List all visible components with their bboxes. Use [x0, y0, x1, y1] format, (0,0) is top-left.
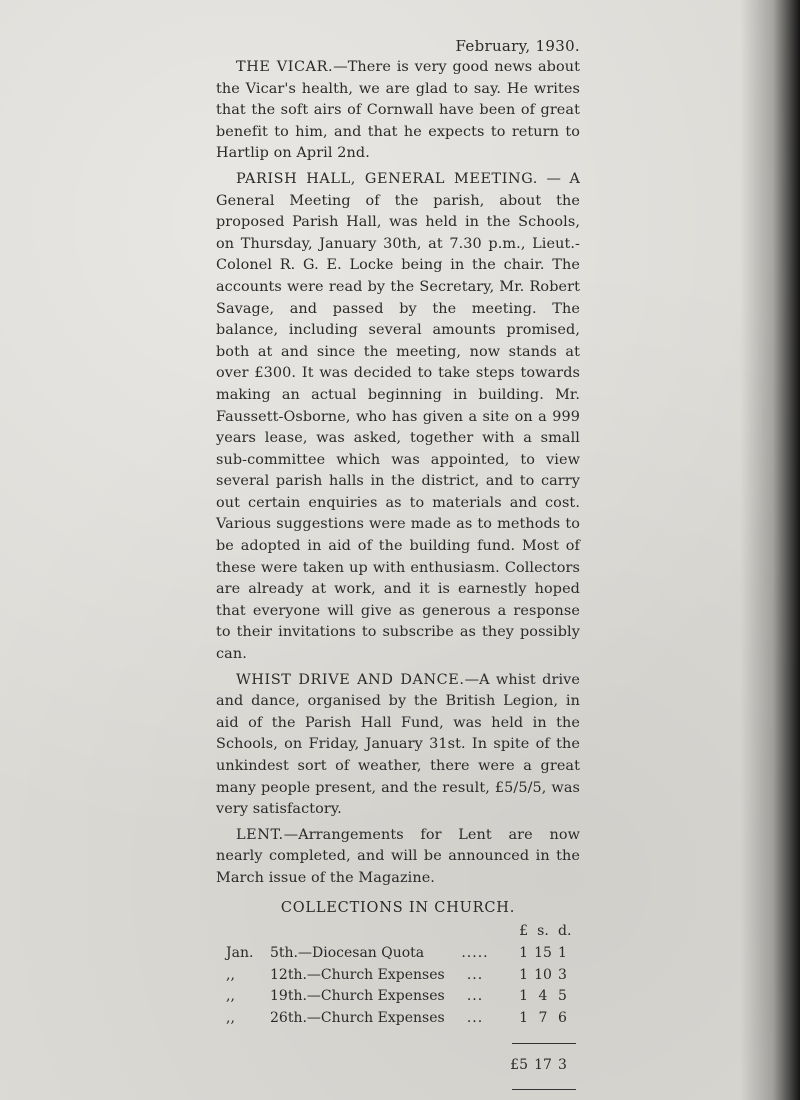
table-row — [226, 1007, 578, 1029]
paragraph-body: —There is very good news about the Vicar's health, we are glad to say. He writes that the soft airs of Cornwall have been of great benefit to him, and that he expects to return to Hartlip on April 2nd. — [216, 59, 580, 162]
row-pence: 1 — [558, 944, 567, 961]
row-pounds: 1 — [519, 1009, 528, 1026]
paragraph-body: —Arrangements for Lent are now nearly completed, and will be announced in the March issue of the Magazine. — [216, 826, 580, 886]
paragraph-vicar — [216, 57, 580, 165]
row-pounds: 1 — [519, 944, 528, 961]
row-leader-dots: ... — [466, 988, 484, 1005]
table-row — [226, 964, 578, 986]
row-month: ,, — [226, 966, 235, 983]
row-shillings: 4 — [538, 988, 548, 1005]
shillings-header: s. — [537, 923, 549, 940]
total-rule — [512, 1043, 576, 1044]
row-pounds: 1 — [519, 988, 528, 1005]
row-leader-dots: ... — [466, 1009, 484, 1026]
total-rule-row — [226, 1029, 578, 1055]
total-row — [226, 1054, 578, 1076]
row-leader-dots: ..... — [461, 944, 489, 961]
row-item: 19th.—Church Expenses — [270, 988, 445, 1005]
paragraph-body: — A General Meeting of the parish, about the proposed Parish Hall, was held in the Schools, on Thursday, January 30th, at 7.30 p.m., Lieut.-Colonel R. G. E. Locke being in the chair. The accounts were read by the Secretary, Mr. Robert Savage, and passed by the meeting. The balance, including several amounts promised, both at and since the meeting, now stands at over £300. It was decided to take steps towards making an actual beginning in building. Mr. Faussett-Osborne, who has given a site on a 999 years lease, was asked, together with a small sub-committee which was appointed, to view several parish halls in the district, and to carry out certain enquiries as to materials and cost. Various suggestions were made as to methods to be adopted in aid of the building fund. Most of these were taken up with enthusiasm. Collectors are already at work, and it is earnestly hoped that everyone will give as generous a response to their invitations to subscribe as they possibly can. — [216, 170, 580, 663]
row-item: 5th.—Diocesan Quota — [270, 944, 425, 961]
paragraph-heading: LENT. — [236, 826, 284, 843]
paragraph-parish-hall — [216, 169, 580, 666]
row-pence: 5 — [558, 988, 567, 1005]
table-header-row — [226, 921, 578, 943]
row-item: 12th.—Church Expenses — [270, 966, 445, 983]
collections-title: COLLECTIONS IN CHURCH. — [280, 899, 516, 916]
row-shillings: 15 — [534, 944, 552, 961]
total-pence: 3 — [558, 1056, 567, 1073]
paragraph-heading: THE VICAR. — [236, 59, 334, 75]
paragraph-heading: WHIST DRIVE AND DANCE. — [236, 671, 465, 688]
row-leader-dots: ... — [466, 966, 484, 983]
row-pence: 3 — [558, 966, 567, 983]
pence-header: d. — [558, 923, 572, 940]
paragraph-whist-drive — [216, 670, 580, 821]
page-date: February, 1930. — [455, 37, 580, 55]
bottom-rule-row — [226, 1076, 578, 1098]
bottom-rule — [512, 1089, 576, 1090]
total-pounds: £5 — [510, 1056, 528, 1073]
row-shillings: 7 — [538, 1009, 548, 1026]
paragraph-lent — [216, 825, 580, 890]
row-month: ,, — [226, 1009, 235, 1026]
row-month: Jan. — [226, 944, 254, 961]
text-column — [216, 36, 580, 1097]
pounds-header: £ — [519, 923, 528, 940]
row-month: ,, — [226, 988, 235, 1005]
paragraph-heading: PARISH HALL, GENERAL MEETING. — [236, 170, 538, 187]
row-pence: 6 — [558, 1009, 567, 1026]
row-item: 26th.—Church Expenses — [270, 1009, 445, 1026]
row-pounds: 1 — [519, 966, 528, 983]
collections-table — [226, 921, 578, 1098]
table-row — [226, 985, 578, 1007]
total-shillings: 17 — [534, 1056, 552, 1073]
table-row — [226, 942, 578, 964]
page-edge-shadow — [740, 0, 800, 1100]
row-shillings: 10 — [534, 966, 552, 983]
paragraph-body: —A whist drive and dance, organised by the British Legion, in aid of the Parish Hall Fund, was held in the Schools, on Friday, January 31st. In spite of the unkindest sort of weather, there were a great many people present, and the result, £5/5/5, was very satisfactory. — [216, 671, 580, 818]
